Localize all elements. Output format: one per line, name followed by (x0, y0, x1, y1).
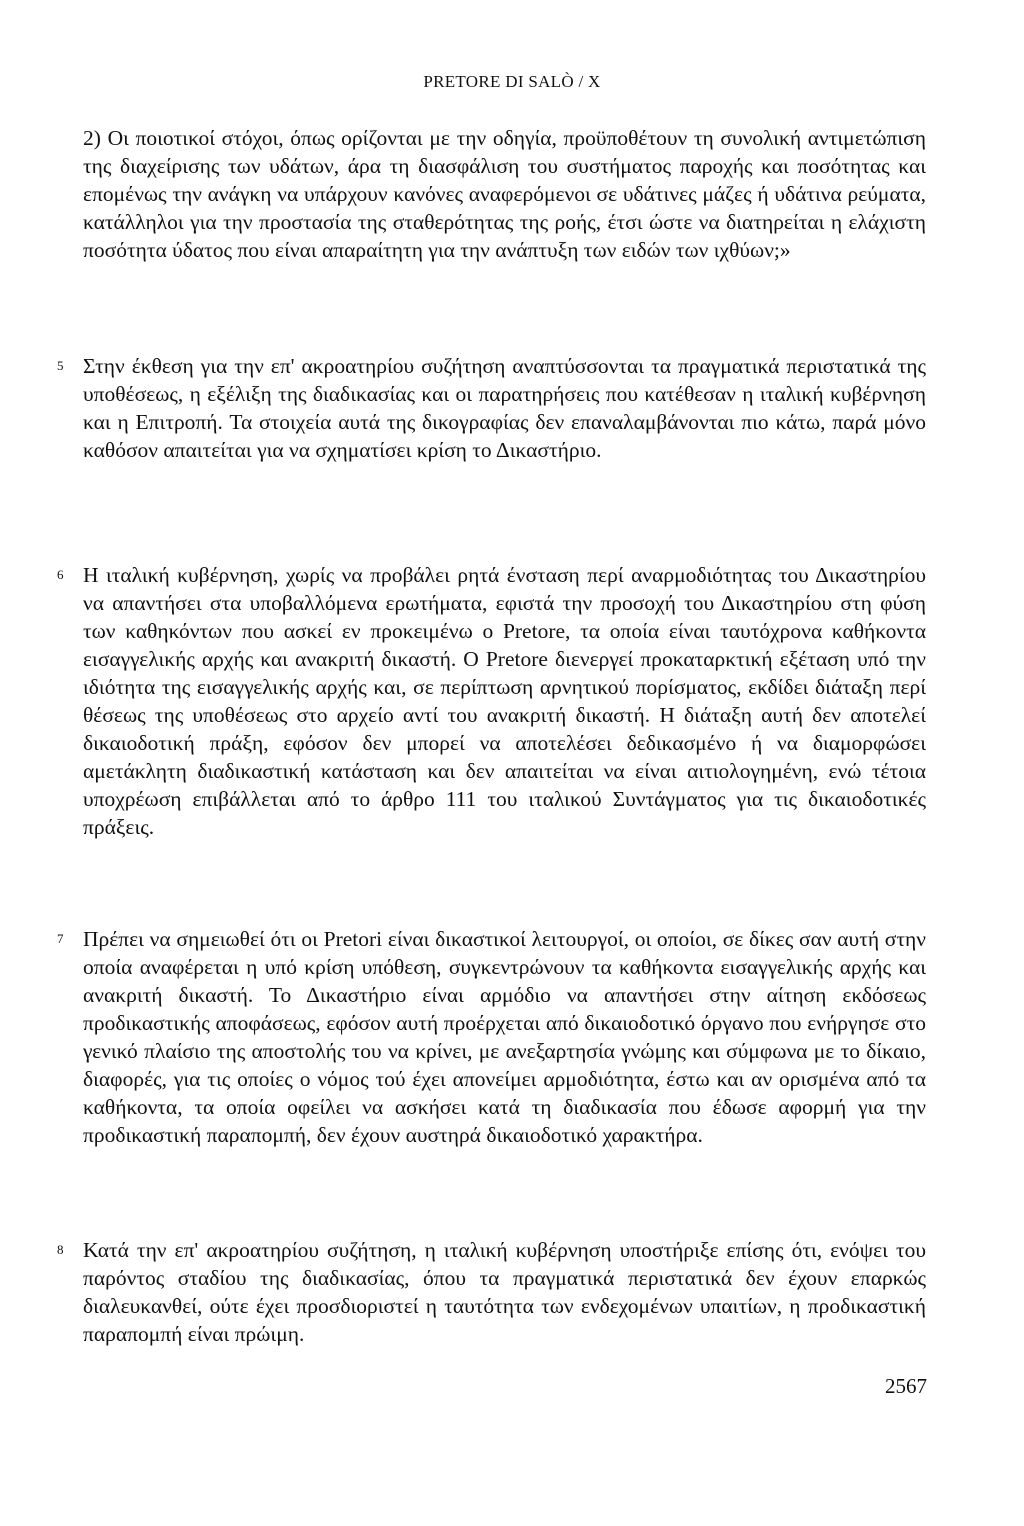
running-header: PRETORE DI SALÒ / X (423, 72, 601, 91)
paragraph-8: Κατά την επ' ακροατηρίου συζήτηση, η ιταλική κυβέρνηση υποστήριξε επίσης ότι, ενόψει του παρόντος σταδίου της διαδικασίας, όπου τα πραγματικά περιστατικά δεν έχουν επαρκώς διαλευκανθεί, ούτε έχει προσδιοριστεί η ταυτότητα των ενδεχομένων υπαιτίων, η προδικαστική παραπομπή είναι πρώιμη. (83, 1238, 926, 1346)
page-number: 2567 (885, 1374, 927, 1398)
paragraph-number: 7 (57, 931, 64, 946)
paragraph-question-2: 2) Οι ποιοτικοί στόχοι, όπως ορίζονται με την οδηγία, προϋποθέτουν τη συνολική αντιμετώπιση της διαχείρισης των υδάτων, άρα τη διασφάλιση του συστήματος παροχής και ποσότητας και επομένως την ανάγκη να υπάρχουν κανόνες αναφερόμενοι σε υδάτινες μάζες ή υδάτινα ρεύματα, κατάλληλοι για την προστασία της σταθερότητας της ροής, έτσι ώστε να διατηρείται η ελάχιστη ποσότητα ύδατος που είναι απαραίτητη για την ανάπτυξη των ειδών των ιχθύων;» (83, 126, 926, 262)
paragraph-7: Πρέπει να σημειωθεί ότι οι Pretori είναι δικαστικοί λειτουργοί, οι οποίοι, σε δίκες σαν αυτή στην οποία αναφέρεται η υπό κρίση υπόθεση, συγκεντρώνουν τα καθήκοντα εισαγγελικής αρχής και ανακριτή δικαστή. Το Δικαστήριο είναι αρμόδιο να απαντήσει στην αίτηση εκδόσεως προδικαστικής αποφάσεως, εφόσον αυτή προέρχεται από δικαιοδοτικό όργανο που ενήργησε στο γενικό πλαίσιο της αποστολής του να κρίνει, με ανεξαρτησία γνώμης και σύμφωνα με το δίκαιο, διαφορές, για τις οποίες ο νόμος τού έχει απονείμει αρμοδιότητα, έστω και αν ορισμένα από τα καθήκοντα, τα οποία οφείλει να ασκήσει κατά τη διαδικασία που έδωσε αφορμή για την προδικαστική παραπομπή, δεν έχουν αυστηρά δικαιοδοτικό χαρακτήρα. (83, 927, 926, 1147)
paragraph-number: 8 (57, 1242, 64, 1257)
paragraph-number: 6 (57, 567, 64, 582)
paragraph-6: Η ιταλική κυβέρνηση, χωρίς να προβάλει ρητά ένσταση περί αναρμοδιότητας του Δικαστηρίου να απαντήσει στα υποβαλλόμενα ερωτήματα, εφιστά την προσοχή του Δικαστηρίου στη φύση των καθηκόντων που ασκεί εν προκειμένω ο Pretore, τα οποία είναι ταυτόχρονα καθήκοντα εισαγγελικής αρχής και ανακριτή δικαστή. Ο Pretore διενεργεί προκαταρκτική εξέταση υπό την ιδιότητα της εισαγγελικής αρχής και, σε περίπτωση αρνητικού πορίσματος, εκδίδει διάταξη περί θέσεως της υποθέσεως στο αρχείο αντί του ανακριτή δικαστή. Η διάταξη αυτή δεν αποτελεί δικαιοδοτική πράξη, εφόσον δεν μπορεί να αποτελέσει δεδικασμένο ή να διαμορφώσει αμετάκλητη διαδικαστική κατάσταση και δεν απαιτείται να είναι αιτιολογημένη, ενώ τέτοια υποχρέωση επιβάλλεται από το άρθρο 111 του ιταλικού Συντάγματος για τις δικαιοδοτικές πράξεις. (83, 563, 926, 839)
paragraph-5: Στην έκθεση για την επ' ακροατηρίου συζήτηση αναπτύσσονται τα πραγματικά περιστατικά της υποθέσεως, η εξέλιξη της διαδικασίας και οι παρατηρήσεις που κατέθεσαν η ιταλική κυβέρνηση και η Επιτροπή. Τα στοιχεία αυτά της δικογραφίας δεν επαναλαμβάνονται πιο κάτω, παρά μόνο καθόσον απαιτείται για να σχηματίσει κρίση το Δικαστήριο. (83, 354, 926, 462)
paragraph-number: 5 (57, 358, 64, 373)
